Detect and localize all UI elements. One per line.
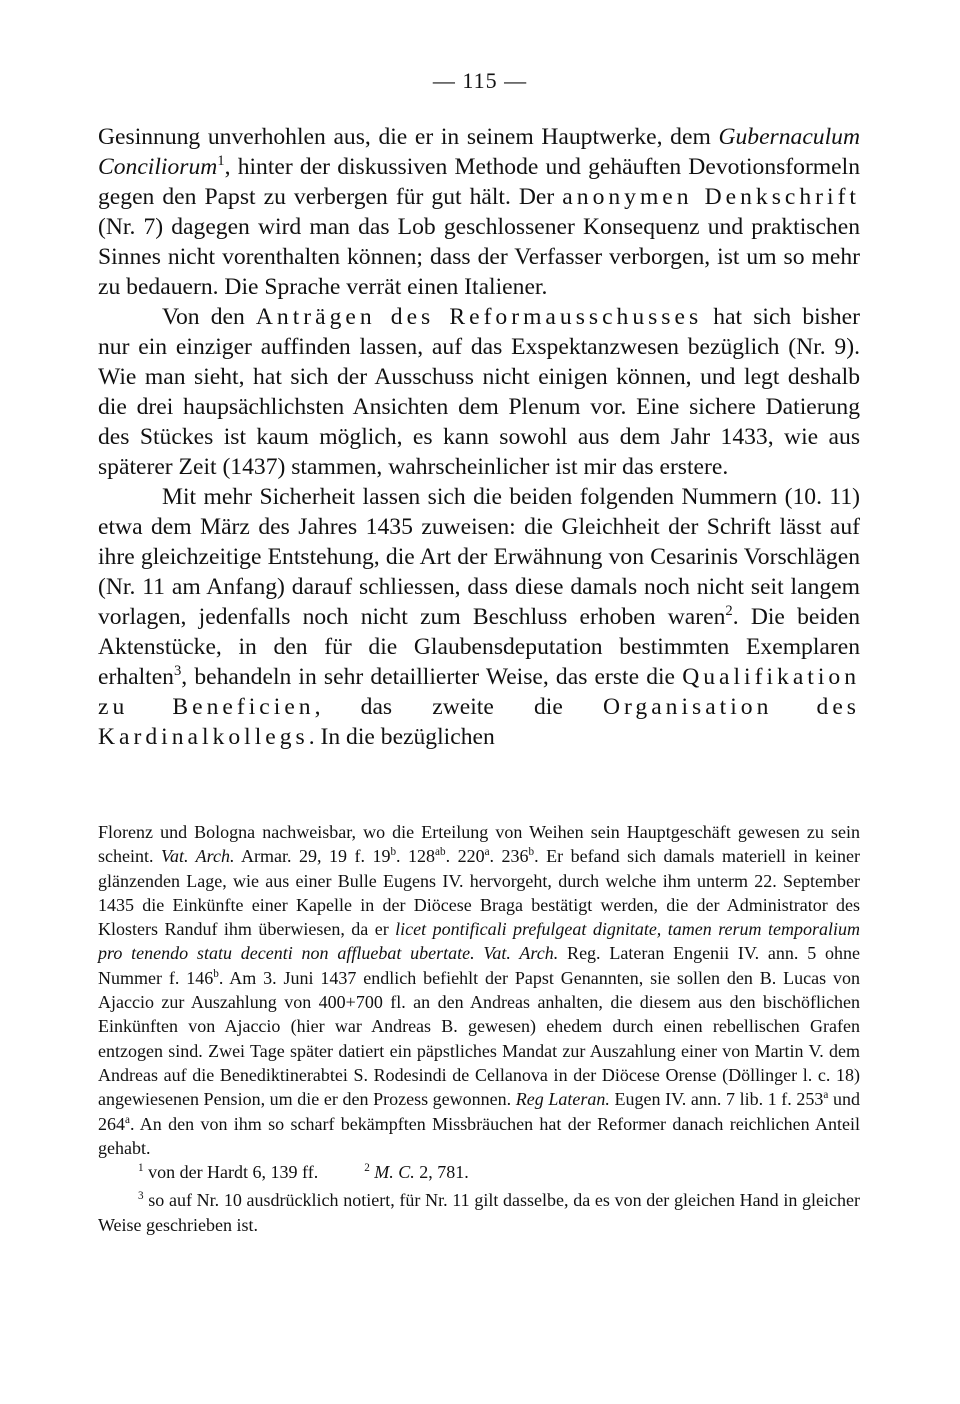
text-run: Mit mehr Sicherheit lassen sich die beiden folgenden Nummern (10. 11) etwa dem März des Jahres 1435 zuweisen: die Gleichheit der Schrift lässt auf ihre gleichzeitige Entstehung, die Art der Erwähnung von Cesarinis Vorschlägen (Nr. 11 am Anfang) darauf schliessen, dass diese damals noch nicht seit langem vorlagen, jedenfalls noch nicht zum Beschluss erhoben waren	[98, 484, 860, 630]
text-run: Eugen IV. ann. 7 lib. 1 f. 253	[609, 1089, 824, 1110]
text-run: . Die beiden Aktenstücke, in den für die Glaubensdeputation bestimmten Exemplaren erhalten	[98, 604, 861, 690]
paragraph-2	[98, 302, 860, 482]
superscript: a	[823, 1089, 829, 1102]
text-run: Florenz und Bologna nachweisbar, wo die Erteilung von Weihen sein Hauptgeschäft gewesen zu sein scheint.	[98, 822, 860, 867]
footnotes	[98, 820, 860, 1237]
footnote-3-text: so auf Nr. 10 ausdrücklich notiert, für Nr. 11 gilt dasselbe, da es von der gleichen Hand in gleicher Weise geschrieben ist.	[98, 1190, 860, 1235]
superscript: ab	[435, 846, 446, 859]
page-number: — 115 —	[432, 68, 528, 93]
text-run: , das zweite die	[314, 694, 603, 720]
text-run: hat sich bisher nur ein einziger auffinden lassen, auf das Exspektanzwesen bezüglich (Nr. 9). Wie man sieht, hat sich der Ausschuss nicht einigen können, und legt deshalb die drei haupsächlichsten Ansichten dem Plenum vor. Eine sichere Datierung des Stückes ist kaum möglich, es kann sowohl aus dem Jahr 1433, wie aus späterer Zeit (1437) stammen, wahrscheinlicher ist mir das erstere.	[98, 304, 860, 480]
text-run: , behandeln in sehr detaillierter Weise, das erste die	[181, 664, 683, 690]
text-run: Reg. Lateran Engenii IV. ann. 5 ohne Nummer f. 146	[98, 943, 860, 988]
footnote-3	[98, 1188, 860, 1237]
spaced-term: anonymen Denkschrift	[562, 184, 860, 210]
text-run: , hinter der diskussiven Methode und gehäuften Devotionsformeln gegen den Papst zu verbergen für gut hält. Der	[98, 154, 860, 210]
spaced-term: Anträgen des Reformausschusses	[255, 304, 703, 330]
italic-text: licet pontificali prefulgeat dignitate, tamen rerum temporalium pro tenendo statu decenti non affluebat ubertate. Vat. Arch.	[98, 919, 860, 964]
footnote-2-text: 2, 781.	[414, 1162, 469, 1183]
spaced-term: Qualifikation zu Beneficien	[98, 664, 860, 720]
footnote-1-text: von der Hardt 6, 139 ff.	[143, 1162, 319, 1183]
footnote-mark: 3	[138, 1190, 144, 1203]
footnote-continuation	[98, 820, 860, 1160]
text-run: . Am 3. Juni 1437 endlich befiehlt der Papst Genannten, sie sollen den B. Lucas von Ajaccio zur Auszahlung von 400+700 fl. an den Andreas anhalten, die diesem aus den bischöflichen Einkünften von Ajaccio (hier war Andreas B. gewesen) ehedem durch einen rebellischen Grafen entzogen sind. Zwei Tage später datiert ein päpstliches Mandat zur Auszahlung einer von Martin V. dem Andreas auf die Benediktinerabtei S. Rodesindi de Cellanova in der Diöcese Orense (Döllinger l. c. 18) angewiesenen Pension, um die er den Prozess gewonnen.	[98, 967, 860, 1110]
superscript: b	[390, 846, 397, 859]
footnote-ref: 2	[725, 603, 733, 620]
text-run: . An den von ihm so scharf bekämpften Missbräuchen hat der Reformer danach reichlichen Anteil gehabt.	[98, 1113, 860, 1158]
text-run: Gesinnung unverhohlen aus, die er in seinem Hauptwerke, dem	[98, 124, 719, 150]
text-run: . In die bezüglichen	[308, 724, 495, 750]
text-run: (Nr. 7) dagegen wird man das Lob geschlossener Konsequenz und praktischen Sinnes nicht vorenthalten können; dass der Verfasser verborgen, ist um so mehr zu bedauern. Die Sprache verrät einen Italiener.	[98, 214, 860, 300]
spaced-term: Organisation des Kardinalkollegs	[98, 694, 860, 750]
text-run: Armar. 29, 19 f. 19	[234, 846, 391, 867]
superscript: a	[125, 1113, 130, 1126]
italic-text: M. C.	[369, 1162, 415, 1183]
paragraph-3	[98, 482, 860, 752]
text-run: . 128	[396, 846, 436, 867]
footnotes-1-2	[98, 1160, 860, 1184]
superscript: b	[213, 967, 219, 980]
main-text	[98, 122, 860, 752]
text-run: Von den	[162, 304, 256, 330]
footnote-mark: 2	[364, 1162, 370, 1175]
paragraph-1	[98, 122, 860, 302]
text-run: . 236	[489, 846, 529, 867]
work-title: Gubernaculum Conciliorum	[98, 124, 860, 180]
footnote-mark: 1	[138, 1162, 144, 1175]
text-run: . 220	[445, 846, 485, 867]
superscript: a	[484, 846, 490, 859]
footnote-ref: 3	[173, 663, 182, 680]
italic-text: Vat. Arch.	[160, 846, 235, 867]
text-run: . Er befand sich damals materiell in keiner glänzenden Lage, wie aus einer Bulle Eugens IV. hervorgeht, durch welche ihm unterm 22. September 1435 die Einkünfte einer Kapelle in der Diöcese Braga bestätigt werden, die der Administrator des Klosters Randuf ihm überwiesen, da er	[98, 846, 860, 940]
superscript: b	[528, 846, 535, 859]
footnote-ref: 1	[217, 153, 225, 170]
italic-text: Reg Lateran.	[515, 1089, 610, 1110]
text-run: und 264	[98, 1089, 860, 1134]
